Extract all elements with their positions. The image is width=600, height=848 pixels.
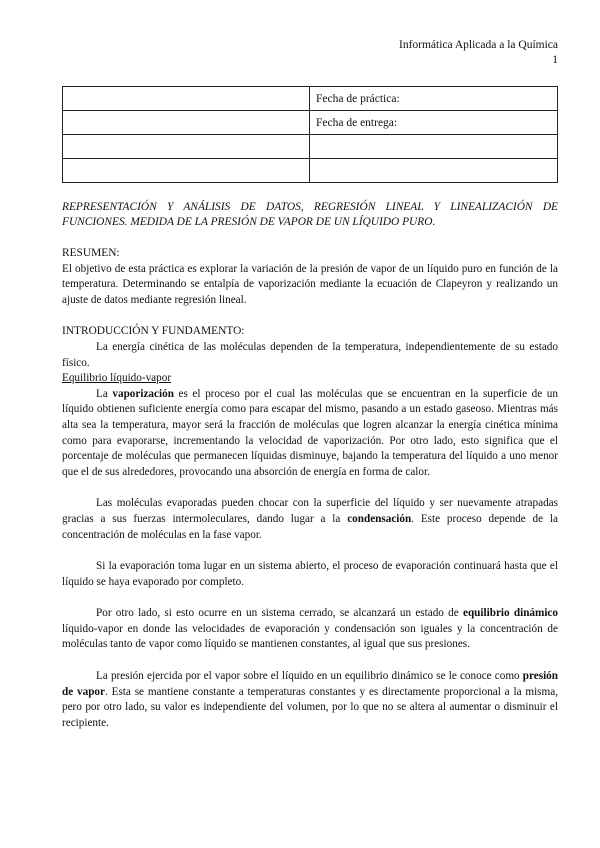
text-run: La	[96, 387, 113, 400]
spacer	[62, 308, 558, 324]
spacer	[62, 653, 558, 669]
text-run: líquido-vapor en donde las velocidades de evaporación y condensación son iguales y la concentración de moléculas tanto de vapor como líquido se mantienen constantes, al igual que sus presiones.	[62, 622, 558, 651]
document-body	[62, 200, 558, 731]
table-cell	[310, 159, 558, 183]
spacer	[62, 480, 558, 496]
text-run: Las moléculas evaporadas pueden chocar con la superficie del líquido y ser nuevamente atrapadas gracias a sus fuerzas intermoleculares, dando lugar a la	[62, 497, 558, 525]
bold-term: condensación	[347, 512, 412, 525]
table-cell	[63, 87, 310, 111]
table-row	[63, 111, 558, 135]
text-run: es el proceso por el cual las moléculas que se encuentran en la superficie de un líquido obtienen suficiente energía como para escapar del mismo, pasando a un estado gaseoso. Mientras más alta sea la temperatura, mayor será la fracción de moléculas que logren alcanzar la energía cinética mínima como para evaporarse, incrementando la velocidad de vaporización. Por otro lado, esto significa que el porcentaje de moléculas que permanecen líquidas disminuye, bajando la temperatura del líquido a uno menor que el de sus alrededores, provocando una absorción de energía en forma de calor.	[62, 387, 558, 478]
table-row	[63, 135, 558, 159]
spacer	[62, 543, 558, 559]
table-cell	[63, 135, 310, 159]
page-number: 1	[552, 54, 558, 66]
open-system-paragraph: Si la evaporación toma lugar en un sistema abierto, el proceso de evaporación continuará hasta que el líquido se haya evaporado por completo.	[62, 560, 558, 588]
bold-term: presión de vapor	[62, 670, 558, 698]
resumen-heading: RESUMEN:	[62, 247, 120, 259]
resumen-paragraph: El objetivo de esta práctica es explorar la variación de la presión de vapor de un líquido puro en función de la temperatura. Determinando se entalpía de vaporización mediante la ecuación de Clapeyron y realizando un ajuste de datos mediante regresión lineal.	[62, 262, 558, 306]
vapor-pressure-paragraph	[62, 669, 558, 731]
info-table	[62, 86, 558, 183]
table-cell	[63, 159, 310, 183]
intro-heading: INTRODUCCIÓN Y FUNDAMENTO:	[62, 325, 245, 338]
practice-date-label: Fecha de práctica:	[310, 87, 558, 111]
section-subheading: Equilibrio líquido-vapor	[62, 372, 172, 385]
document-title: REPRESENTACIÓN Y ANÁLISIS DE DATOS, REGRESIÓN LINEAL Y LINEALIZACIÓN DE FUNCIONES. MEDIDA DE LA PRESIÓN DE VAPOR DE UN LÍQUIDO PURO.	[62, 201, 558, 228]
text-run: La presión ejercida por el vapor sobre el líquido en un equilibrio dinámico se le conoce como	[96, 670, 523, 683]
course-name: Informática Aplicada a la Química	[398, 39, 558, 51]
page-header	[399, 38, 558, 68]
text-run: . Este proceso depende de la concentración de moléculas en la fase vapor.	[62, 512, 558, 541]
text-run: . Esta se mantiene constante a temperaturas constantes y es directamente proporcional a la misma, pero por otro lado, su valor es independiente del volumen, por lo que no se altera al aumentar o disminuir el recipiente.	[62, 685, 558, 729]
table-cell	[63, 111, 310, 135]
table-cell	[310, 135, 558, 159]
spacer	[62, 590, 558, 606]
vaporization-paragraph	[62, 387, 558, 481]
closed-system-paragraph	[62, 606, 558, 653]
condensation-paragraph	[62, 496, 558, 543]
intro-paragraph: La energía cinética de las moléculas dependen de la temperatura, independientemente de su estado físico.	[62, 340, 558, 369]
text-run: Por otro lado, si esto ocurre en un sistema cerrado, se alcanzará un estado de	[96, 607, 463, 620]
bold-term: equilibrio dinámico	[462, 607, 558, 620]
delivery-date-label: Fecha de entrega:	[310, 111, 558, 135]
table-row	[63, 159, 558, 183]
bold-term: vaporización	[112, 387, 174, 400]
table-row	[63, 87, 558, 111]
